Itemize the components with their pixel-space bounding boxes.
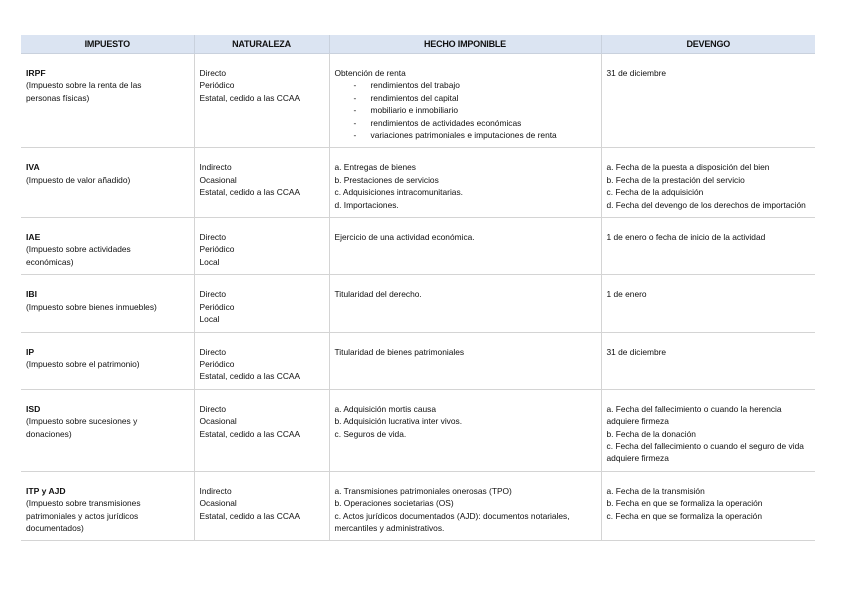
cell-devengo	[601, 471, 815, 541]
devengo-line: 1 de enero o fecha de inicio de la actividad	[606, 232, 766, 243]
devengo-line: 1 de enero	[606, 289, 647, 300]
hecho-line: a. Adquisición mortis causa	[334, 403, 436, 414]
hecho-line: d. Importaciones.	[334, 199, 399, 210]
tax-abbr: IBI	[26, 289, 37, 300]
naturaleza-line: Periódico	[199, 358, 235, 369]
cell-impuesto	[21, 218, 194, 275]
hecho-line: b. Prestaciones de servicios	[334, 174, 439, 185]
cell-naturaleza	[194, 148, 329, 218]
cell-impuesto	[21, 332, 194, 389]
devengo-line: b. Fecha de la donación	[606, 428, 696, 439]
devengo-line: a. Fecha de la transmisión	[606, 485, 705, 496]
naturaleza-line: Indirecto	[199, 162, 232, 173]
cell-hecho-imponible	[329, 471, 601, 541]
table-row	[21, 332, 815, 389]
hecho-intro: Obtención de renta	[334, 68, 406, 78]
hecho-line: c. Seguros de vida.	[334, 428, 407, 439]
naturaleza-line: Directo	[199, 289, 227, 300]
devengo-line: 31 de diciembre	[606, 68, 667, 78]
naturaleza-line: Ocasional	[199, 174, 237, 185]
tax-name: (Impuesto sobre actividades	[26, 244, 131, 255]
naturaleza-line: Estatal, cedido a las CCAA	[199, 428, 301, 439]
cell-naturaleza	[194, 332, 329, 389]
tax-abbr: IVA	[26, 162, 40, 173]
cell-devengo	[601, 389, 815, 471]
list-item: - rendimientos del capital	[371, 92, 596, 104]
cell-hecho-imponible	[329, 389, 601, 471]
cell-naturaleza	[194, 471, 329, 541]
cell-impuesto	[21, 275, 194, 332]
tax-table	[21, 35, 815, 541]
list-item: - rendimientos del trabajo	[371, 79, 596, 91]
tax-name: (Impuesto sobre el patrimonio)	[26, 358, 140, 369]
hecho-line: c. Actos jurídicos documentados (AJD): documentos notariales, mercantiles y administrativos.	[334, 510, 570, 533]
header-row	[21, 35, 815, 54]
naturaleza-line: Periódico	[199, 80, 235, 91]
naturaleza-line: Estatal, cedido a las CCAA	[199, 187, 301, 198]
naturaleza-line: Ocasional	[199, 416, 237, 427]
header-hecho-imponible: HECHO IMPONIBLE	[329, 35, 601, 54]
naturaleza-line: Periódico	[199, 301, 235, 312]
cell-devengo	[601, 275, 815, 332]
naturaleza-line: Directo	[199, 403, 227, 414]
hecho-line: b. Adquisición lucrativa inter vivos.	[334, 416, 463, 427]
hecho-line: Titularidad del derecho.	[334, 289, 422, 300]
cell-naturaleza	[194, 389, 329, 471]
devengo-line: d. Fecha del devengo de los derechos de importación	[606, 199, 806, 210]
tax-abbr: ISD	[26, 403, 41, 414]
devengo-line: c. Fecha del fallecimiento o cuando el seguro de vida adquiere firmeza	[606, 440, 804, 464]
table-row	[21, 389, 815, 471]
tax-abbr: IP	[26, 346, 35, 357]
cell-impuesto	[21, 471, 194, 541]
header-devengo: DEVENGO	[601, 35, 815, 54]
cell-devengo	[601, 148, 815, 218]
cell-hecho-imponible	[329, 332, 601, 389]
cell-hecho-imponible	[329, 54, 601, 148]
tax-name: (Impuesto de valor añadido)	[26, 174, 131, 185]
devengo-line: 31 de diciembre	[606, 346, 667, 357]
naturaleza-line: Ocasional	[199, 498, 237, 509]
tax-name: (Impuesto sobre transmisiones	[26, 498, 141, 509]
naturaleza-line: Estatal, cedido a las CCAA	[199, 92, 301, 103]
hecho-line: Ejercicio de una actividad económica.	[334, 232, 475, 243]
table-row	[21, 218, 815, 275]
table-row	[21, 54, 815, 148]
cell-hecho-imponible	[329, 148, 601, 218]
tax-abbr: ITP y AJD	[26, 485, 66, 496]
devengo-line: b. Fecha de la prestación del servicio	[606, 174, 745, 185]
cell-naturaleza	[194, 218, 329, 275]
naturaleza-line: Estatal, cedido a las CCAA	[199, 371, 301, 382]
devengo-line: b. Fecha en que se formaliza la operación	[606, 498, 763, 509]
list-item: - variaciones patrimoniales e imputaciones de renta	[371, 129, 596, 141]
cell-devengo	[601, 218, 815, 275]
tax-name: donaciones)	[26, 428, 72, 439]
naturaleza-line: Estatal, cedido a las CCAA	[199, 510, 301, 521]
list-item: - rendimientos de actividades económicas	[371, 117, 596, 129]
tax-abbr: IAE	[26, 232, 41, 243]
hecho-line: a. Transmisiones patrimoniales onerosas (TPO)	[334, 485, 512, 496]
naturaleza-line: Periódico	[199, 244, 235, 255]
tax-name: (Impuesto sobre bienes inmuebles)	[26, 301, 157, 312]
cell-naturaleza	[194, 275, 329, 332]
devengo-line: c. Fecha en que se formaliza la operación	[606, 510, 762, 521]
hecho-line: b. Operaciones societarias (OS)	[334, 498, 454, 509]
tax-name: patrimoniales y actos jurídicos	[26, 510, 139, 521]
tax-name: (Impuesto sobre sucesiones y	[26, 416, 138, 427]
hecho-line: a. Entregas de bienes	[334, 162, 416, 173]
tax-name: documentados)	[26, 522, 84, 533]
table-row	[21, 148, 815, 218]
naturaleza-line: Local	[199, 256, 220, 267]
cell-hecho-imponible	[329, 275, 601, 332]
tax-name: personas físicas)	[26, 92, 90, 103]
hecho-list	[335, 79, 596, 141]
cell-impuesto	[21, 148, 194, 218]
header-naturaleza: NATURALEZA	[194, 35, 329, 54]
naturaleza-line: Local	[199, 314, 220, 325]
naturaleza-line: Directo	[199, 232, 227, 243]
naturaleza-line: Directo	[199, 346, 227, 357]
tax-name: (Impuesto sobre la renta de las	[26, 80, 142, 91]
devengo-line: c. Fecha de la adquisición	[606, 187, 704, 198]
cell-hecho-imponible	[329, 218, 601, 275]
tax-name: económicas)	[26, 256, 74, 267]
table-row	[21, 471, 815, 541]
list-item: - mobiliario e inmobiliario	[371, 104, 596, 116]
cell-impuesto	[21, 54, 194, 148]
cell-devengo	[601, 332, 815, 389]
tax-abbr: IRPF	[26, 68, 46, 78]
devengo-line: a. Fecha del fallecimiento o cuando la herencia adquiere firmeza	[606, 403, 782, 427]
cell-devengo	[601, 54, 815, 148]
naturaleza-line: Indirecto	[199, 485, 232, 496]
devengo-line: a. Fecha de la puesta a disposición del bien	[606, 162, 770, 173]
header-impuesto: IMPUESTO	[21, 35, 194, 54]
table-row	[21, 275, 815, 332]
cell-impuesto	[21, 389, 194, 471]
cell-naturaleza	[194, 54, 329, 148]
hecho-line: c. Adquisiciones intracomunitarias.	[334, 187, 463, 198]
naturaleza-line: Directo	[199, 68, 227, 78]
hecho-line: Titularidad de bienes patrimoniales	[334, 346, 465, 357]
